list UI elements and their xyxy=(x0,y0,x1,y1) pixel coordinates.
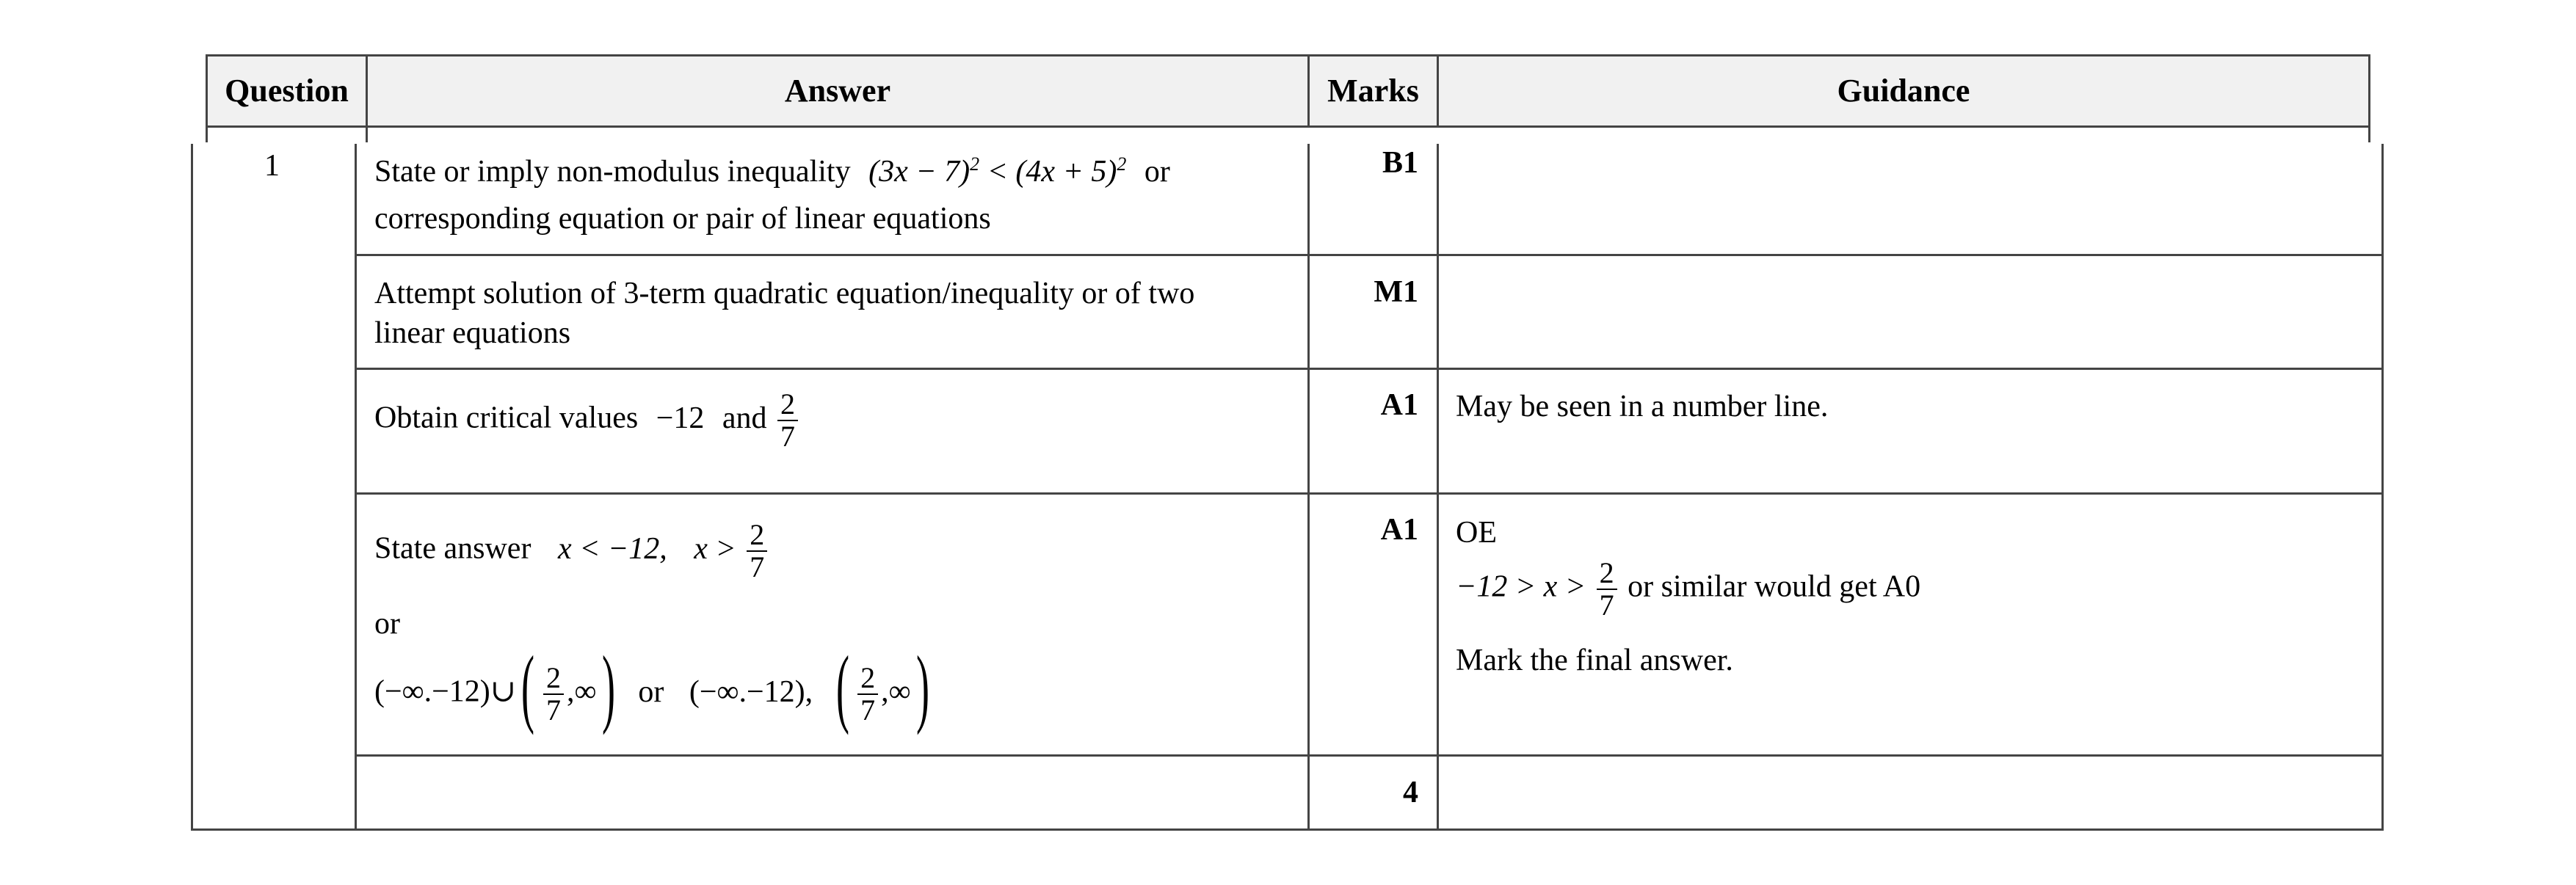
row4-interval-frac-den-1: 7 xyxy=(545,693,561,726)
total-mark: 4 xyxy=(1403,776,1418,809)
row4-interval2: (−∞.−12), xyxy=(689,674,813,709)
row4-fraction xyxy=(747,520,767,583)
row4-guidance-frac-num: 2 xyxy=(1597,558,1617,590)
row4-mark: A1 xyxy=(1380,513,1418,547)
row3-frac-den: 7 xyxy=(780,420,796,453)
row4-guidance-fraction xyxy=(1597,558,1617,621)
row1-answer-prefix: State or imply non-modulus inequality xyxy=(374,155,851,189)
row1-answer-line2: corresponding equation or pair of linear equations xyxy=(374,202,991,236)
header-marks: Marks xyxy=(1327,73,1419,109)
header-answer: Answer xyxy=(784,73,891,109)
row4-guidance-line2 xyxy=(1456,558,1920,621)
row4-interval-fraction-1 xyxy=(543,663,564,726)
row4-guidance-final: Mark the final answer. xyxy=(1456,644,1733,677)
body-divider-1 xyxy=(355,144,357,831)
row2-answer-line2: linear equations xyxy=(374,316,571,350)
row1-mark: B1 xyxy=(1382,146,1418,180)
body-left-border xyxy=(191,144,193,831)
row4-answer-prefix: State answer xyxy=(374,531,531,566)
row3-bottom-border xyxy=(355,492,2384,495)
row4-answer-intervals xyxy=(374,638,930,735)
left-paren-icon: ( xyxy=(521,638,535,735)
row4-interval-or: or xyxy=(638,674,664,709)
header-guidance: Guidance xyxy=(1837,73,1970,109)
table-bottom-border xyxy=(191,828,2384,831)
row4-interval-frac-num-2: 2 xyxy=(857,663,878,695)
row4-answer-or: or xyxy=(374,607,400,641)
row4-frac-den: 7 xyxy=(750,550,765,583)
row4-ineq2: x > xyxy=(694,531,736,566)
header-right-border xyxy=(2368,54,2370,142)
row4-interval-inf-2: ,∞ xyxy=(881,674,911,709)
row3-guidance: May be seen in a number line. xyxy=(1456,390,1829,423)
row1-answer-line1 xyxy=(374,153,1170,192)
header-question: Question xyxy=(225,73,349,109)
row1-answer-suffix: or xyxy=(1144,155,1170,189)
row3-fraction xyxy=(777,389,798,452)
row4-guidance-tail: or similar would get A0 xyxy=(1628,569,1921,604)
body-divider-2 xyxy=(1307,144,1310,831)
row3-answer xyxy=(374,389,801,452)
row4-interval1: (−∞.−12)∪ xyxy=(374,674,516,709)
left-paren-icon: ( xyxy=(835,638,849,735)
row3-frac-num: 2 xyxy=(777,389,798,421)
right-paren-icon: ) xyxy=(601,638,615,735)
row4-guidance-oe: OE xyxy=(1456,516,1497,550)
row3-joiner: and xyxy=(722,401,767,435)
row4-frac-num: 2 xyxy=(747,520,767,552)
row1-answer-inequality: $(3x - 7)^2 < (4x + 5)^2$ xyxy=(868,153,1127,189)
row2-mark: M1 xyxy=(1374,275,1418,309)
right-paren-icon: ) xyxy=(916,638,930,735)
row4-interval-frac-num-1: 2 xyxy=(543,663,564,695)
row1-bottom-border xyxy=(355,254,2384,256)
row3-answer-prefix: Obtain critical values xyxy=(374,401,639,435)
row4-guidance-ineq: −12 > x > xyxy=(1456,569,1586,604)
question-number: 1 xyxy=(264,149,280,183)
row4-ineq1: x < −12, xyxy=(557,531,667,566)
row2-answer-line1: Attempt solution of 3-term quadratic equation/inequality or of two xyxy=(374,277,1195,310)
row4-interval-frac-den-2: 7 xyxy=(860,693,876,726)
row4-bottom-border xyxy=(355,754,2384,757)
row2-bottom-border xyxy=(355,368,2384,370)
body-divider-3 xyxy=(1437,144,1439,831)
row3-value1: −12 xyxy=(656,401,705,435)
body-right-border xyxy=(2381,144,2384,831)
row4-interval-fraction-2 xyxy=(857,663,878,726)
row4-interval-inf-1: ,∞ xyxy=(566,674,597,709)
row4-answer-line1 xyxy=(374,520,770,583)
row4-guidance-frac-den: 7 xyxy=(1599,589,1614,622)
row3-mark: A1 xyxy=(1380,388,1418,422)
